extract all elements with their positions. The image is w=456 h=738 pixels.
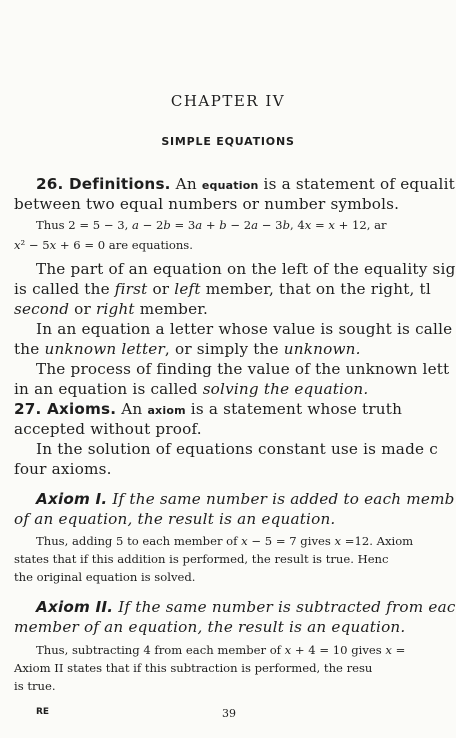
text-run: or	[69, 300, 96, 318]
text-run: the original equation is solved.	[14, 570, 196, 584]
text-run: In an equation a letter whose value is sought is calle	[36, 320, 453, 338]
text-run: x	[14, 238, 21, 252]
text-line	[14, 300, 208, 318]
text-run: states that if this addition is performed, the result is true. Henc	[14, 552, 389, 566]
text-run: x	[328, 218, 335, 232]
text-run: solving the equation.	[202, 380, 369, 398]
text-run: unknown letter	[44, 340, 165, 358]
text-line	[36, 490, 455, 508]
text-run: = 3	[170, 218, 196, 232]
text-run: − 3	[258, 218, 283, 232]
text-line	[36, 440, 438, 458]
text-run: is true.	[14, 679, 56, 693]
text-run: Axiom II.	[36, 598, 114, 616]
text-line	[14, 510, 335, 528]
text-run: An	[116, 400, 148, 418]
text-run: x	[385, 643, 392, 657]
text-run: + 6 = 0 are equations.	[56, 238, 193, 252]
text-line	[36, 360, 449, 378]
text-run: is a statement of equalit	[258, 175, 455, 193]
text-run: Thus, adding 5 to each member of	[36, 534, 242, 548]
text-run: member.	[134, 300, 209, 318]
text-run: a	[195, 218, 203, 232]
text-run: accepted without proof.	[14, 420, 202, 438]
text-line	[14, 661, 372, 675]
text-run: ² − 5	[20, 238, 50, 252]
text-run: member of an equation, the result is an equation.	[14, 618, 406, 636]
text-run: 26. Definitions.	[36, 175, 171, 193]
text-run: unknown.	[283, 340, 361, 358]
text-run: is a statement whose truth	[185, 400, 403, 418]
text-run: =	[391, 643, 406, 657]
text-run: x	[49, 238, 57, 252]
text-run: b	[219, 218, 227, 232]
signature-mark: RE	[36, 707, 50, 717]
text-line	[14, 400, 402, 418]
text-run: 27. Axioms.	[14, 400, 117, 418]
text-line	[14, 570, 195, 584]
text-run: axiom	[147, 404, 186, 417]
text-run: four axioms.	[14, 460, 112, 478]
text-run: member, that on the right, tl	[200, 280, 431, 298]
text-line	[14, 380, 368, 398]
text-run: right	[96, 300, 135, 318]
text-run: If the same number is added to each memb	[107, 490, 455, 508]
section-title: SIMPLE EQUATIONS	[161, 135, 295, 148]
text-run: or	[147, 280, 175, 298]
text-run: b	[163, 218, 171, 232]
text-line	[14, 195, 399, 213]
text-run: − 2	[138, 218, 164, 232]
text-line	[14, 552, 389, 566]
text-run: +	[202, 218, 220, 232]
text-run: , or simply the	[164, 340, 284, 358]
text-line	[14, 420, 202, 438]
text-run: Axiom II states that if this subtraction is performed, the resu	[14, 661, 373, 675]
text-run: x	[334, 534, 342, 548]
text-run: =12. Axiom	[341, 534, 414, 548]
text-line	[14, 280, 431, 298]
text-run: a	[131, 218, 139, 232]
text-run: The process of finding the value of the unknown lett	[36, 360, 450, 378]
text-run: left	[174, 280, 201, 298]
text-line	[14, 618, 405, 636]
text-run: second	[14, 300, 70, 318]
text-line	[14, 340, 361, 358]
text-run: − 2	[226, 218, 252, 232]
text-run: in an equation is called	[14, 380, 203, 398]
text-line	[36, 260, 456, 278]
text-line	[36, 534, 413, 548]
text-run: a	[251, 218, 259, 232]
text-line	[14, 460, 112, 478]
text-run: of an equation, the result is an equation.	[14, 510, 336, 528]
text-run: + 12, ar	[334, 218, 387, 232]
text-run: The part of an equation on the left of the equality sig	[36, 260, 456, 278]
chapter-title: CHAPTER IV	[170, 92, 286, 110]
text-run: Axiom I.	[36, 490, 108, 508]
text-line	[14, 679, 56, 693]
text-run: Thus, subtracting 4 from each member of	[36, 643, 285, 657]
text-run: − 5 = 7 gives	[247, 534, 335, 548]
text-run: In the solution of equations constant use is made c	[36, 440, 438, 458]
text-run: =	[311, 218, 329, 232]
text-run: , 4	[289, 218, 305, 232]
page-number: 39	[222, 707, 236, 720]
text-line	[36, 175, 455, 193]
text-run: between two equal numbers or number symbols.	[14, 195, 400, 213]
text-run: Thus 2 = 5 − 3,	[36, 218, 132, 232]
text-run: is called the	[14, 280, 115, 298]
text-run: equation	[201, 179, 259, 192]
text-run: x	[241, 534, 248, 548]
text-line	[36, 320, 452, 338]
text-run: + 4 = 10 gives	[291, 643, 386, 657]
text-run: x	[304, 218, 312, 232]
text-run: the	[14, 340, 45, 358]
text-run: b	[282, 218, 290, 232]
text-line	[36, 643, 405, 657]
text-line	[14, 238, 193, 252]
text-run: If the same number is subtracted from eac	[113, 598, 456, 616]
text-line	[36, 598, 456, 616]
text-line	[36, 218, 387, 232]
text-run: x	[284, 643, 292, 657]
text-run: first	[114, 280, 148, 298]
text-run: An	[170, 175, 202, 193]
